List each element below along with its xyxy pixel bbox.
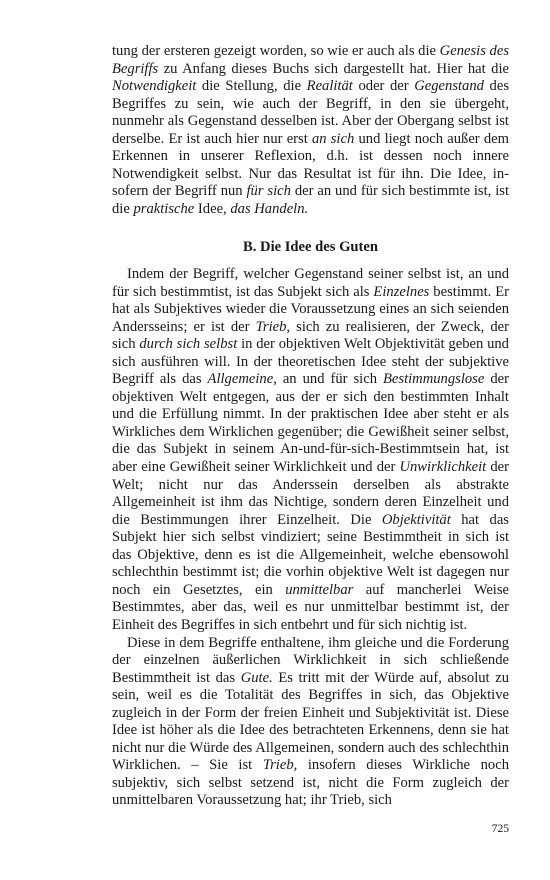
section-heading: B. Die Idee des Guten bbox=[243, 239, 378, 256]
page-body bbox=[112, 43, 509, 810]
page-number: 725 bbox=[491, 823, 509, 835]
paragraph: Indem der Begriff, welcher Gegenstand seiner selbst ist, an und für sich bestimmtist, ist das Subjekt sich als Einzelnes bestimmt. Er hat als Subjektives wieder die Voraussetzung eines an sich seienden Andersseins; er ist der Trieb, sich zu realisieren, der Zweck, der sich durch sich selbst in der objektiven Welt Objektivität geben und sich ausführen will. In der theoretischen Idee steht der subjektive Begriff als das Allgemeine, an und für sich Bestimmungslose der objektiven Welt entgegen, aus der er sich den bestimmten Inhalt und die Erfüllung nimmt. In der praktischen Idee aber steht er als Wirkliches dem Wirklichen gegenüber; die Gewißheit seiner selbst, die das Subjekt in seinem An-und-für-sich-Bestimmtsein hat, ist aber eine Gewißheit seiner Wirklichkeit und der Unwirklichkeit der Welt; nicht nur das Anderssein derselben als abstrakte Allgemeinheit ist ihm das Nichtige, sondern deren Einzelheit und die Bestimmungen ihrer Einzelheit. Die Objektivität hat das Subjekt hier sich selbst vindiziert; seine Bestimmtheit in sich ist das Objektive, denn es ist die Allgemeinheit, welche ebensowohl schlechthin bestimmt ist; die vorhin objektive Welt ist dagegen nur noch ein Gesetztes, ein unmittelbar auf mancherlei Weise Bestimmtes, aber das, weil es nur unmittelbar bestimmt ist, der Einheit des Begriffes in sich entbehrt und für sich nichtig ist. bbox=[112, 266, 510, 633]
paragraph-continued: tung der ersteren gezeigt worden, so wie er auch als die Genesis des Begriffs zu Anfang dieses Buchs sich dargestellt hat. Hier hat die Notwendigkeit die Stellung, die Realität oder der Gegenstand des Begriffes zu sein, wie auch der Begriff, in den sie übergeht, nunmehr als Gegenstand desselben ist. Aber der Obergang selbst ist derselbe. Er ist auch hier nur erst an sich und liegt noch außer dem Erkennen in unserer Reflexion, d.h. ist dessen noch innere Notwendigkeit selbst. Nur das Resultat ist für ihn. Die Idee, insofern der Begriff nun für sich der an und für sich bestimmte ist, ist die praktische Idee, das Handeln. bbox=[112, 43, 510, 217]
paragraph: Diese in dem Begriffe enthaltene, ihm gleiche und die Forderung der einzelnen äußerlichen Wirklichkeit in sich schließende Bestimmtheit ist das Gute. Es tritt mit der Würde auf, absolut zu sein, weil es die Totalität des Begriffes in sich, das Objektive zugleich in der Form der freien Einheit und Subjektivität ist. Diese Idee ist höher als die Idee des betrachteten Erkennens, denn sie hat nicht nur die Würde des Allgemeinen, sondern auch des schlechthin Wirklichen. – Sie ist Trieb, insofern dieses Wirkliche noch subjektiv, sich selbst setzend ist, nicht die Form zugleich der unmittelbaren Voraussetzung hat; ihr Trieb, sich bbox=[112, 634, 509, 809]
